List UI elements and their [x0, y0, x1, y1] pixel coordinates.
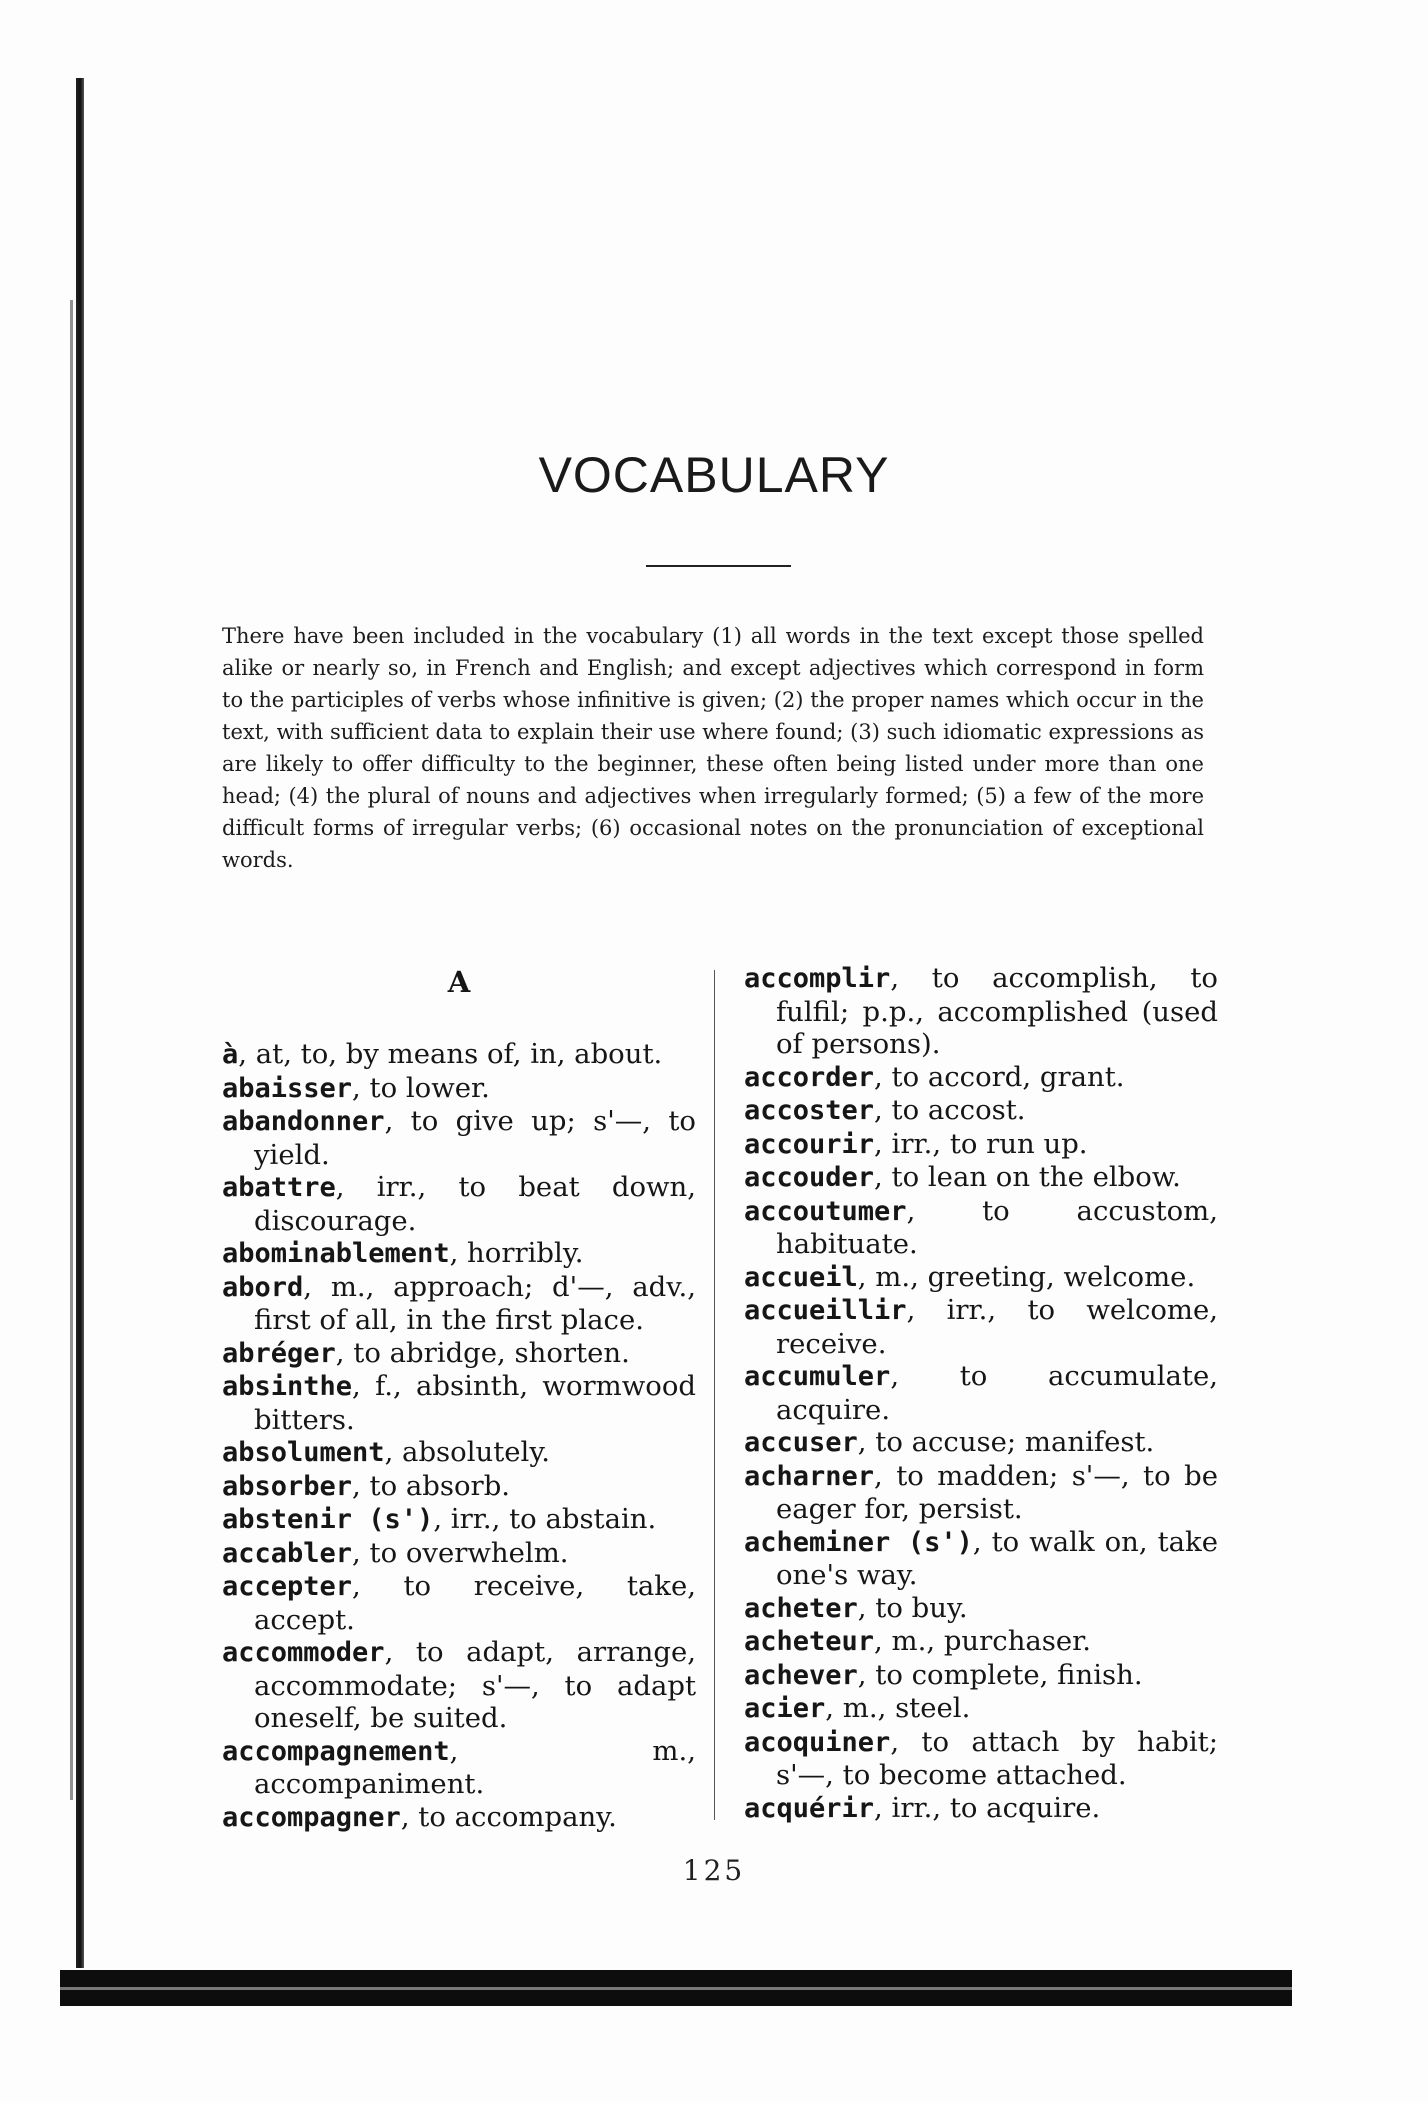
vocab-entry: [744, 1460, 1218, 1526]
headword: acharner: [744, 1460, 875, 1492]
headword: abstenir (s'): [222, 1504, 434, 1535]
definition: , to abridge, shorten.: [335, 1336, 630, 1369]
headword: achever: [744, 1659, 858, 1691]
definition: , at, to, by means of, in, about.: [238, 1038, 663, 1070]
headword: abandonner: [222, 1106, 385, 1137]
vocab-entry: [222, 1337, 696, 1371]
definition: , to accord, grant.: [874, 1060, 1125, 1093]
definition: , irr., to abstain.: [433, 1503, 657, 1535]
definition: , absolutely.: [384, 1436, 550, 1468]
definition: , to adapt, arrange, accommodate; s'—, to adapt oneself, be suited.: [254, 1636, 696, 1734]
definition: , irr., to acquire.: [874, 1791, 1101, 1824]
vocab-entry: [222, 1801, 696, 1835]
headword: accueillir: [744, 1295, 907, 1326]
definition: , to lean on the elbow.: [874, 1161, 1181, 1193]
vocab-entry: [744, 1161, 1218, 1195]
vocab-entry: [744, 962, 1218, 1061]
definition: , m., accompaniment.: [254, 1734, 696, 1800]
vocab-entry: [744, 1061, 1218, 1095]
vocab-entry: [744, 1195, 1218, 1261]
page-title: VOCABULARY: [538, 447, 890, 503]
definition: , m., purchaser.: [874, 1625, 1092, 1657]
scan-edge-line: [70, 300, 73, 1800]
page-number: 125: [682, 1854, 746, 1887]
headword: accoutumer: [744, 1195, 907, 1227]
headword: abréger: [222, 1337, 336, 1369]
headword: acoquiner: [744, 1726, 891, 1758]
vocab-entry: [222, 1570, 696, 1636]
definition: , horribly.: [449, 1237, 584, 1269]
vocab-entry: [222, 1470, 696, 1504]
right-entry-list: [744, 962, 1218, 1825]
headword: acier: [744, 1693, 826, 1724]
vocab-entry: [744, 1261, 1218, 1295]
definition: , to accuse; manifest.: [857, 1426, 1155, 1458]
definition: , to accompany.: [400, 1800, 617, 1833]
left-entry-list: [222, 1038, 696, 1834]
definition: , to walk on, take one's way.: [776, 1525, 1218, 1591]
definition: , m., greeting, welcome.: [857, 1260, 1196, 1293]
vocab-entry: [222, 1171, 696, 1237]
headword: accuser: [744, 1427, 858, 1458]
headword: abaisser: [222, 1072, 353, 1104]
section-letter: A: [447, 965, 471, 999]
left-column: [222, 962, 696, 1834]
vocab-entry: [222, 1503, 696, 1537]
definition: , to buy.: [857, 1591, 968, 1624]
scan-bottom-bar-gap: [60, 1987, 1292, 1990]
definition: , to accomplish, to fulfil; p.p., accomplished (used of persons).: [776, 962, 1218, 1060]
definition: , to lower.: [352, 1071, 490, 1104]
definition: , to give up; s'—, to yield.: [254, 1105, 696, 1171]
definition: , to complete, finish.: [857, 1658, 1143, 1691]
vocab-entry: [744, 1625, 1218, 1659]
headword: absinthe: [222, 1371, 353, 1402]
headword: accepter: [222, 1571, 353, 1602]
definition: , m., steel.: [825, 1692, 971, 1724]
right-column: [744, 962, 1218, 1825]
headword: accompagner: [222, 1801, 401, 1833]
vocab-entry: [744, 1659, 1218, 1693]
vocab-entry: [744, 1726, 1218, 1792]
headword: accourir: [744, 1128, 875, 1160]
vocab-entry: [222, 1271, 696, 1337]
vocab-entry: [222, 1370, 696, 1436]
vocab-entry: [222, 1436, 696, 1470]
headword: accomplir: [744, 963, 891, 994]
definition: , to overwhelm.: [352, 1536, 569, 1569]
definition: , irr., to beat down, discourage.: [254, 1171, 696, 1237]
vocab-entry: [222, 1636, 696, 1735]
headword: accueil: [744, 1261, 858, 1293]
definition: , f., absinth, wormwood bitters.: [254, 1370, 696, 1436]
headword: acheminer (s'): [744, 1526, 973, 1558]
headword: à: [222, 1039, 239, 1070]
headword: accompagnement: [222, 1735, 450, 1767]
title-rule: [646, 565, 791, 567]
headword: accorder: [744, 1061, 875, 1093]
headword: acquérir: [744, 1792, 875, 1824]
headword: acheter: [744, 1592, 858, 1624]
definition: , to accustom, habituate.: [776, 1194, 1218, 1260]
headword: abominablement: [222, 1238, 450, 1269]
headword: accoster: [744, 1095, 875, 1126]
headword: acheteur: [744, 1626, 875, 1657]
vocab-entry: [744, 1094, 1218, 1128]
vocab-entry: [222, 1237, 696, 1271]
vocab-entry: [744, 1592, 1218, 1626]
definition: , to absorb.: [352, 1469, 511, 1502]
headword: absolument: [222, 1437, 385, 1468]
vocab-entry: [744, 1526, 1218, 1592]
intro-paragraph: There have been included in the vocabulary (1) all words in the text except those spelled alike or nearly so, in French and English; and except adjectives which correspond in form to the participles of verbs whose infinitive is given; (2) the proper names which occur in the text, with sufficient data to explain their use where found; (3) such idiomatic expressions as are likely to offer difficulty to the beginner, these often being listed under more than one head; (4) the plural of nouns and adjectives when irregularly formed; (5) a few of the more difficult forms of irregular verbs; (6) occasional notes on the pronunciation of exceptional words.: [222, 624, 1204, 872]
vocab-entry: [744, 1128, 1218, 1162]
vocab-entry: [222, 1072, 696, 1106]
headword: accouder: [744, 1162, 875, 1193]
vocab-entry: [222, 1038, 696, 1072]
headword: abord: [222, 1271, 304, 1303]
definition: , to accost.: [874, 1094, 1026, 1126]
definition: , to accumulate, acquire.: [776, 1360, 1218, 1426]
headword: accumuler: [744, 1361, 891, 1392]
vocab-entry: [744, 1360, 1218, 1426]
headword: accabler: [222, 1537, 353, 1569]
scan-left-edge: [76, 78, 84, 1968]
headword: absorber: [222, 1470, 353, 1502]
definition: , m., approach; d'—, adv., first of all, in the first place.: [254, 1270, 696, 1336]
vocab-entry: [744, 1692, 1218, 1726]
headword: abattre: [222, 1172, 336, 1203]
vocab-entry: [744, 1792, 1218, 1826]
definition: , to madden; s'—, to be eager for, persist.: [776, 1459, 1218, 1525]
definition: , irr., to run up.: [874, 1127, 1088, 1160]
definition: , to attach by habit; s'—, to become attached.: [776, 1725, 1218, 1791]
vocab-entry: [744, 1426, 1218, 1460]
column-divider: [714, 970, 715, 1820]
vocab-entry: [222, 1735, 696, 1801]
vocab-entry: [222, 1105, 696, 1171]
vocab-entry: [222, 1537, 696, 1571]
definition: , to receive, take, accept.: [254, 1570, 696, 1636]
headword: accommoder: [222, 1637, 385, 1668]
definition: , irr., to welcome, receive.: [776, 1294, 1218, 1360]
vocab-entry: [744, 1294, 1218, 1360]
